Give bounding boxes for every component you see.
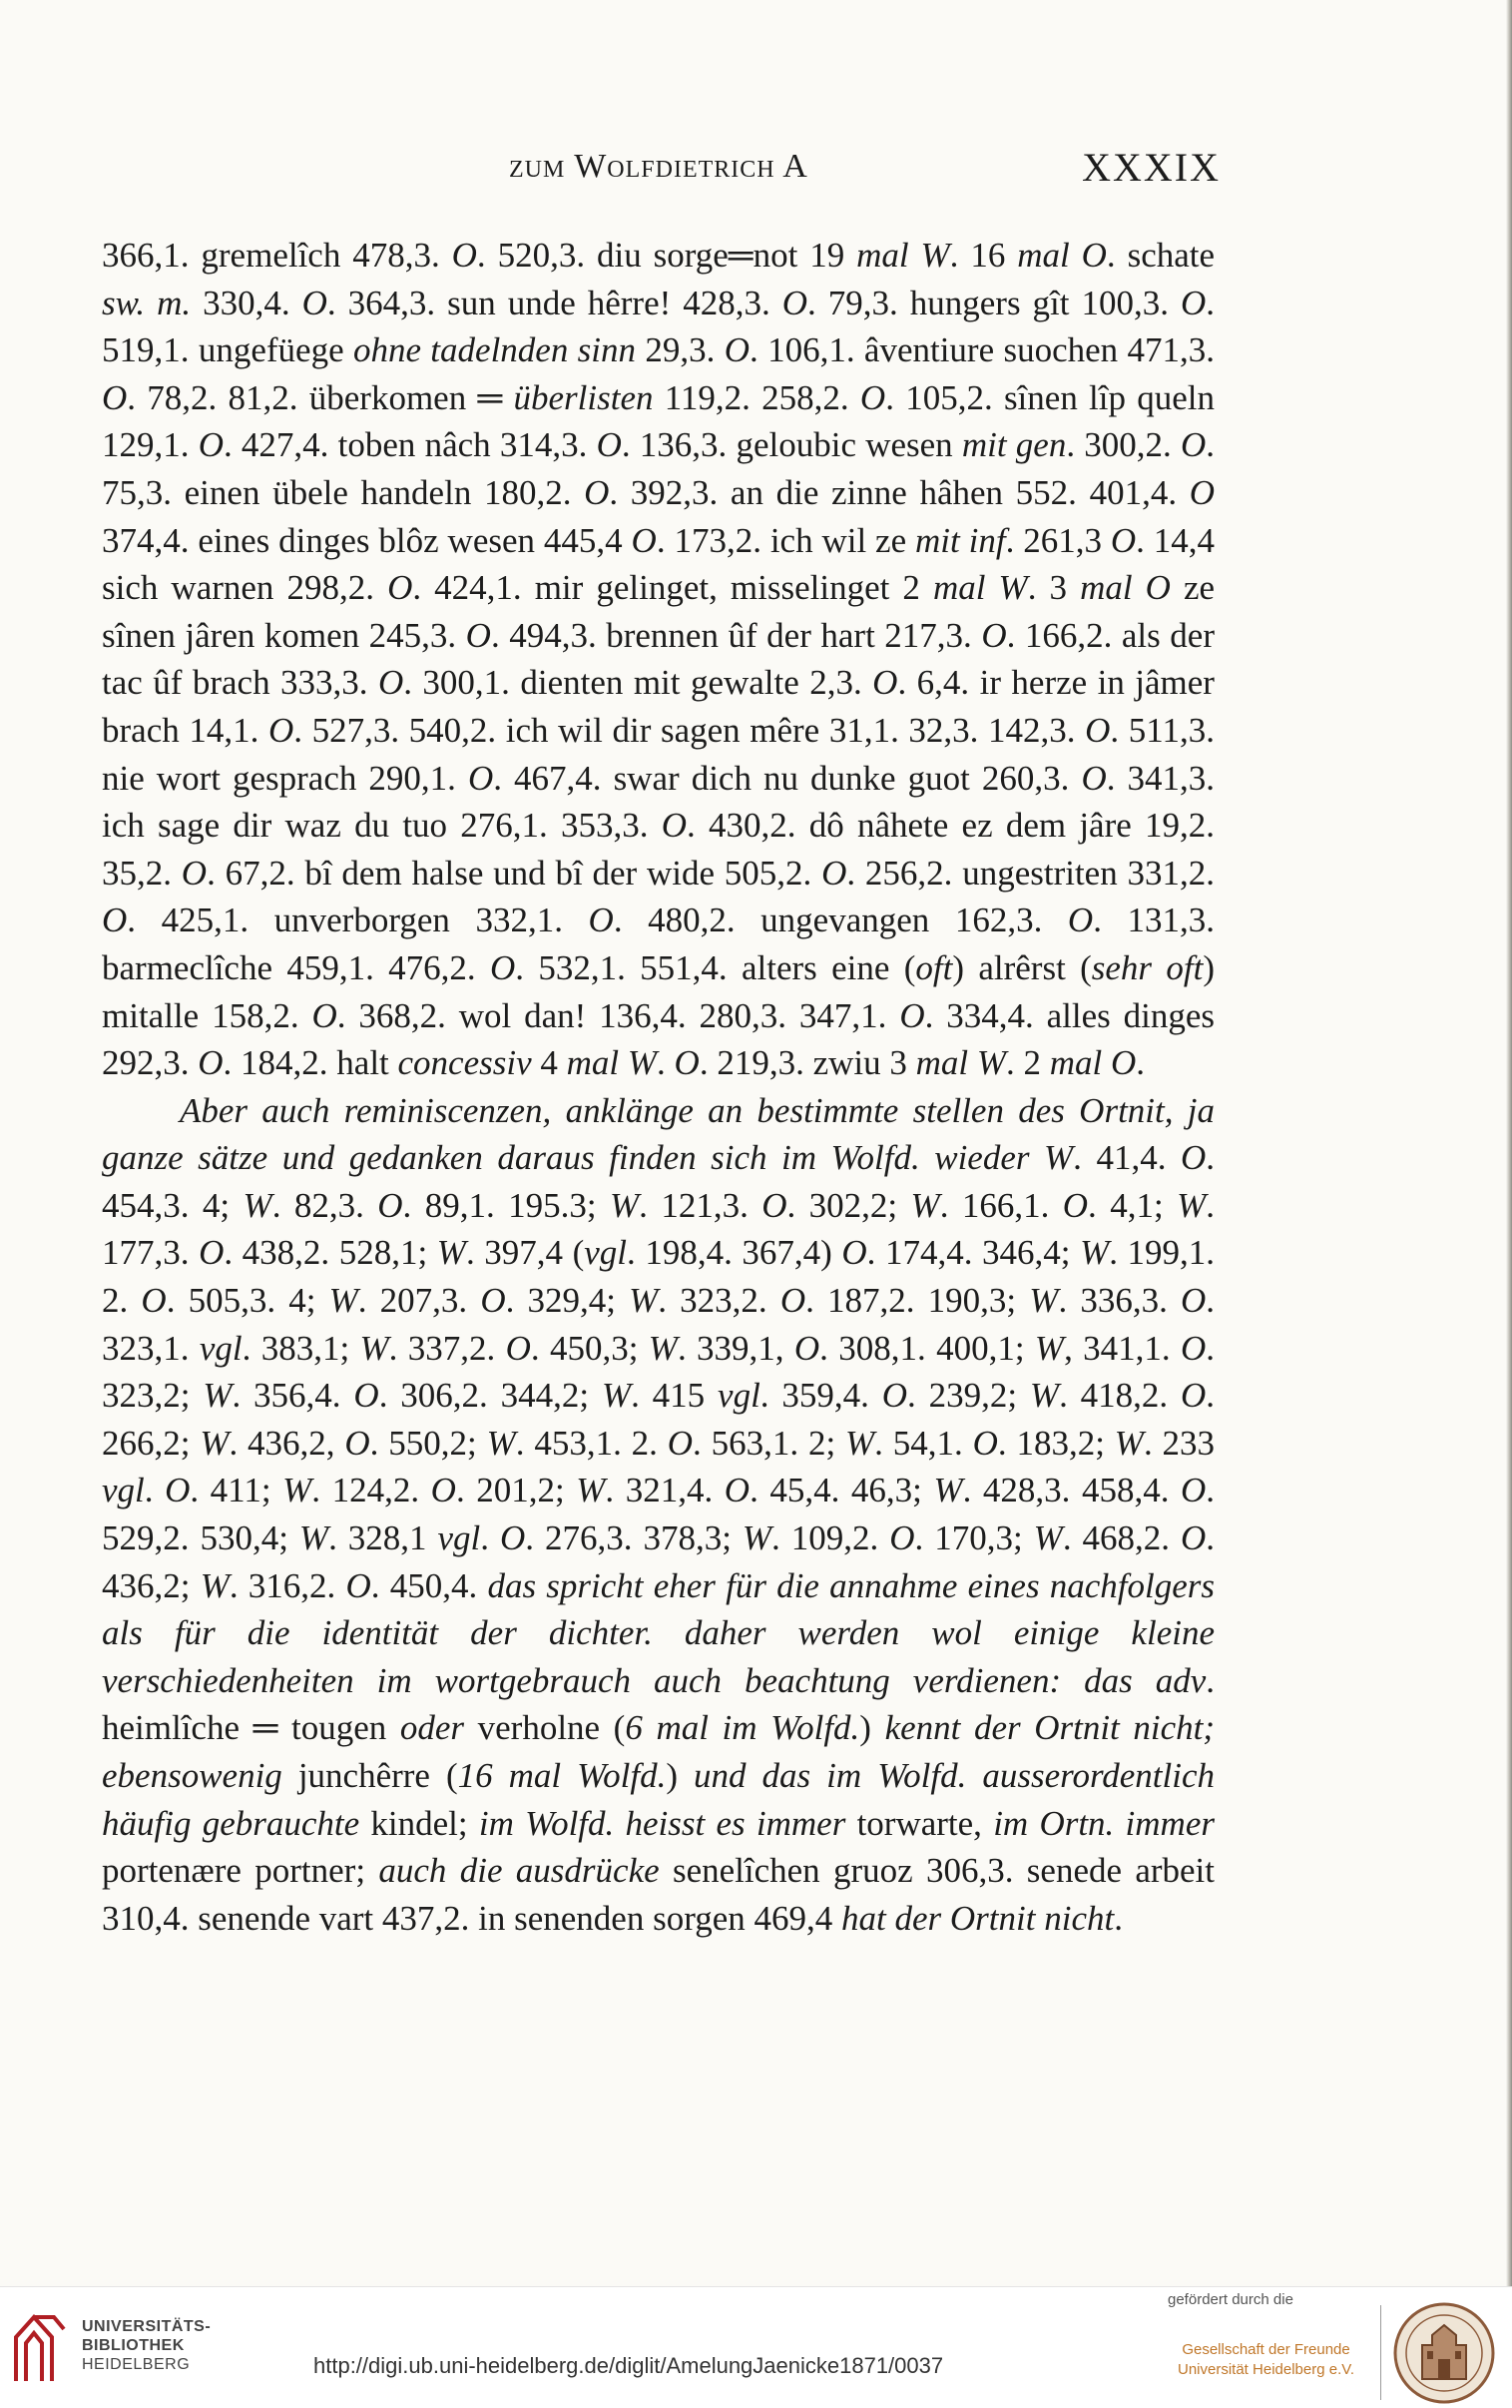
- text-run: . 16: [949, 236, 1018, 275]
- text-run: . 454,3. 4;: [102, 1138, 1216, 1225]
- text-run: kindel;: [359, 1803, 479, 1843]
- library-name-line: HEIDELBERG: [82, 2356, 191, 2373]
- italic-text-run: kennt der Ortnit nicht; ebensowenig: [102, 1708, 1216, 1795]
- italic-text-run: W: [845, 1423, 875, 1463]
- text-run: . 527,3. 540,2. ich wil dir sagen mêre 31,1. 32,3. 142,3.: [293, 710, 1086, 750]
- text-run: . 239,2;: [907, 1376, 1030, 1416]
- text-run: . 184,2. halt: [223, 1043, 398, 1083]
- italic-text-run: O: [467, 758, 494, 798]
- text-run: . 183,2;: [997, 1423, 1115, 1463]
- text-run: . 177,3.: [102, 1185, 1215, 1273]
- italic-text-run: W: [601, 1376, 632, 1416]
- library-name-line: UNIVERSITÄTS-: [82, 2318, 212, 2335]
- text-run: verholne (: [464, 1708, 626, 1748]
- text-run: ) alrêrst (: [952, 947, 1092, 987]
- text-run: . 45,4. 46,3;: [750, 1471, 934, 1510]
- italic-text-run: O: [102, 901, 128, 940]
- library-name-line: BIBLIOTHEK: [82, 2337, 185, 2354]
- text-run: . 106,1. âventiure suochen 471,3.: [749, 330, 1215, 370]
- text-run: .: [1136, 1043, 1146, 1083]
- italic-text-run: W: [1177, 1185, 1207, 1225]
- permalink-url[interactable]: http://digi.ub.uni-heidelberg.de/diglit/AmelungJaenicke1871/0037: [313, 2353, 944, 2378]
- italic-text-run: O: [1180, 1138, 1207, 1178]
- italic-text-run: O: [584, 472, 610, 512]
- text-run: . 336,3.: [1058, 1281, 1181, 1321]
- text-run: .: [480, 1518, 500, 1558]
- italic-text-run: O: [1189, 472, 1215, 512]
- italic-text-run: O: [1181, 425, 1207, 465]
- sponsor-name-line: Gesellschaft der Freunde: [1182, 2341, 1350, 2358]
- italic-text-run: O: [499, 1518, 526, 1558]
- digitization-footer: [0, 2286, 1512, 2408]
- italic-text-run: O: [181, 853, 208, 893]
- italic-text-run: O: [311, 995, 337, 1035]
- text-run: . 337,2.: [388, 1328, 506, 1368]
- italic-text-run: W: [203, 1376, 233, 1416]
- text-run: portenære portner;: [102, 1851, 379, 1891]
- italic-text-run: W: [298, 1518, 329, 1558]
- italic-text-run: O: [899, 995, 925, 1035]
- text-run: . 511,3. nie wort gesprach 290,1.: [102, 710, 1215, 798]
- text-run: . 323,1.: [102, 1281, 1216, 1368]
- italic-text-run: O: [377, 663, 404, 703]
- italic-text-run: O: [872, 663, 898, 703]
- italic-text-run: O: [821, 853, 847, 893]
- text-run: . 418,2.: [1059, 1376, 1182, 1416]
- italic-text-run: O: [859, 377, 886, 417]
- italic-text-run: W: [282, 1471, 312, 1510]
- text-run: . 519,1. ungefüege: [102, 283, 1215, 370]
- text-run: . 166,1.: [939, 1185, 1063, 1225]
- italic-text-run: O: [781, 283, 808, 322]
- italic-text-run: O: [377, 1185, 403, 1225]
- italic-text-run: O: [596, 425, 622, 465]
- text-run: . 436,2;: [102, 1518, 1216, 1605]
- italic-text-run: W: [486, 1423, 516, 1463]
- italic-text-run: O: [102, 377, 128, 417]
- italic-text-run: mal W: [932, 568, 1028, 608]
- text-run: .: [144, 1471, 166, 1510]
- text-run: . 261,3: [1005, 520, 1111, 560]
- text-run: . 321,4.: [605, 1471, 725, 1510]
- text-run: . 207,3.: [357, 1281, 481, 1321]
- italic-text-run: O: [1181, 1376, 1207, 1416]
- italic-text-run: 6 mal im Wolfd.: [625, 1708, 860, 1748]
- text-run: . 468,2.: [1062, 1518, 1182, 1558]
- text-run: . 397,4 (: [465, 1233, 585, 1273]
- italic-text-run: überlisten: [513, 377, 654, 417]
- text-run: 330,4.: [191, 283, 302, 322]
- italic-text-run: O: [344, 1423, 370, 1463]
- italic-text-run: W: [1029, 1281, 1059, 1321]
- italic-text-run: O: [199, 1233, 225, 1273]
- ub-heidelberg-logo-icon: [12, 2311, 68, 2385]
- text-run: . 359,4.: [759, 1376, 882, 1416]
- text-run: . schate: [1106, 236, 1216, 275]
- text-run: . 89,1. 195.3;: [402, 1185, 610, 1225]
- italic-text-run: W: [359, 1328, 389, 1368]
- italic-text-run: mit inf: [915, 520, 1006, 560]
- italic-text-run: auch die ausdrücke: [378, 1851, 660, 1891]
- italic-text-run: O: [889, 1518, 915, 1558]
- italic-text-run: W: [933, 1471, 963, 1510]
- italic-text-run: O: [779, 1281, 806, 1321]
- text-run: . 302,2;: [786, 1185, 911, 1225]
- text-run: ze sînen jâren komen 245,3.: [102, 568, 1216, 655]
- text-run: . 75,3. einen übele handeln 180,2.: [102, 425, 1216, 512]
- italic-text-run: O: [981, 615, 1007, 655]
- italic-text-run: O: [198, 425, 224, 465]
- italic-text-run: und das im Wolfd. ausserordentlich häufig gebrauchte: [102, 1756, 1216, 1843]
- text-run: . 41,4.: [1073, 1138, 1181, 1178]
- page-number: XXXIX: [1082, 145, 1221, 190]
- italic-text-run: O: [267, 710, 294, 750]
- text-run: . 300,2.: [1066, 425, 1181, 465]
- text-run: . 364,3. sun unde hêrre! 428,3.: [326, 283, 782, 322]
- body-text: [102, 232, 1215, 1942]
- italic-text-run: O: [724, 1471, 751, 1510]
- text-run: . 308,1. 400,1;: [819, 1328, 1035, 1368]
- italic-text-run: O: [661, 806, 688, 846]
- italic-text-run: O: [674, 1043, 700, 1083]
- italic-text-run: sehr oft: [1091, 947, 1204, 987]
- italic-text-run: W: [1080, 1233, 1110, 1273]
- text-run: 4: [531, 1043, 567, 1083]
- text-run: 29,3.: [636, 330, 725, 370]
- text-run: 366,1. gremelîch 478,3.: [102, 236, 452, 275]
- text-run: . 550,2;: [369, 1423, 487, 1463]
- italic-text-run: mal W: [566, 1043, 658, 1083]
- italic-text-run: Aber auch reminiscenzen, anklänge an bestimmte stellen des Ortnit, ja ganze sätze und gedanken daraus finden sich im Wolfd. wieder W: [102, 1090, 1215, 1178]
- italic-text-run: mal O: [1017, 236, 1107, 275]
- italic-text-run: O: [345, 1565, 371, 1605]
- text-run: .: [1114, 1898, 1123, 1938]
- text-run: . 121,3.: [639, 1185, 762, 1225]
- italic-text-run: O: [480, 1281, 506, 1321]
- text-run: . 124,2.: [311, 1471, 431, 1510]
- italic-text-run: W: [1029, 1376, 1060, 1416]
- text-run: . 323,2;: [102, 1328, 1216, 1416]
- library-name: [82, 2317, 211, 2374]
- text-run: . 14,4 sich warnen 298,2.: [102, 520, 1216, 608]
- text-run: . 54,1.: [874, 1423, 973, 1463]
- text-run: . 411;: [190, 1471, 283, 1510]
- text-run: . 4,1;: [1088, 1185, 1178, 1225]
- text-run: . 368,2. wol dan! 136,4. 280,3. 347,1.: [336, 995, 900, 1035]
- text-run: . 306,2. 344,2;: [378, 1376, 602, 1416]
- text-run: . 383,1;: [242, 1328, 360, 1368]
- sponsor-name: [1178, 2340, 1354, 2380]
- text-run: . 170,3;: [914, 1518, 1034, 1558]
- italic-text-run: mal W: [856, 236, 950, 275]
- text-run: . 266,2;: [102, 1376, 1216, 1463]
- text-run: . 436,2,: [229, 1423, 345, 1463]
- text-run: . 415: [631, 1376, 719, 1416]
- italic-text-run: O: [465, 615, 491, 655]
- italic-text-run: W: [243, 1185, 272, 1225]
- text-run: .: [657, 1043, 675, 1083]
- text-run: . 453,1. 2.: [515, 1423, 668, 1463]
- italic-text-run: O: [1067, 901, 1094, 940]
- italic-text-run: O: [1181, 1518, 1207, 1558]
- text-run: . 323,2.: [658, 1281, 780, 1321]
- italic-text-run: O: [353, 1376, 379, 1416]
- text-run: ): [859, 1708, 885, 1748]
- text-run: . 430,2. dô nâhete ez dem jâre 19,2. 35,2.: [102, 806, 1215, 893]
- italic-text-run: O: [451, 236, 477, 275]
- text-run: . 427,4. toben nâch 314,3.: [223, 425, 597, 465]
- italic-text-run: vgl: [199, 1328, 243, 1368]
- italic-text-run: O: [1181, 1328, 1207, 1368]
- italic-text-run: O: [972, 1423, 998, 1463]
- italic-text-run: im Ortn. immer: [993, 1803, 1215, 1843]
- italic-text-run: vgl: [437, 1518, 481, 1558]
- text-run: . 199,1. 2.: [102, 1233, 1216, 1321]
- italic-text-run: O: [1180, 283, 1207, 322]
- text-run: . 2: [1006, 1043, 1050, 1083]
- italic-text-run: O: [631, 520, 657, 560]
- text-run: . heimlîche ═ tougen: [102, 1660, 1215, 1748]
- text-run: . 173,2. ich wil ze: [656, 520, 916, 560]
- text-run: ) mitalle 158,2.: [102, 947, 1215, 1035]
- text-run: . 105,2. sînen lîp queln 129,1.: [102, 377, 1216, 465]
- text-run: . 187,2. 190,3;: [805, 1281, 1030, 1321]
- italic-text-run: oft: [915, 947, 953, 987]
- text-run: . 529,2. 530,4;: [102, 1471, 1216, 1558]
- text-run: . 494,3. brennen ûf der hart 217,3.: [490, 615, 982, 655]
- italic-text-run: das spricht eher für die annahme eines nachfolgers als für die identität der dichter. daher werden wol einige kleine verschiedenheiten im wortgebrauch auch beachtung verdienen: das adv: [102, 1565, 1216, 1700]
- footer-divider: [1380, 2305, 1381, 2400]
- text-run: . 3: [1027, 568, 1081, 608]
- italic-text-run: O: [793, 1328, 820, 1368]
- italic-text-run: O: [430, 1471, 456, 1510]
- italic-text-run: O: [1062, 1185, 1089, 1225]
- university-seal-icon: [1392, 2301, 1496, 2405]
- paragraph-reminiscences: [102, 1087, 1215, 1943]
- italic-text-run: W: [200, 1565, 230, 1605]
- italic-text-run: O: [1180, 1281, 1207, 1321]
- italic-text-run: W: [610, 1185, 640, 1225]
- italic-text-run: O: [165, 1471, 191, 1510]
- text-run: . 334,4. alles dinges 292,3.: [102, 995, 1215, 1083]
- text-run: . 78,2. 81,2. überkomen ═: [127, 377, 514, 417]
- italic-text-run: O: [1181, 1471, 1207, 1510]
- italic-text-run: W: [910, 1185, 940, 1225]
- text-run: . 316,2.: [229, 1565, 346, 1605]
- italic-text-run: O: [505, 1328, 531, 1368]
- italic-text-run: O: [841, 1233, 867, 1273]
- text-run: . 6,4. ir herze in jâmer brach 14,1.: [102, 663, 1215, 750]
- text-run: . 563,1. 2;: [693, 1423, 846, 1463]
- text-run: . 233: [1143, 1423, 1216, 1463]
- italic-text-run: W: [200, 1423, 230, 1463]
- text-run: . 79,3. hungers gît 100,3.: [807, 283, 1181, 322]
- sponsor-name-line: Universität Heidelberg e.V.: [1178, 2361, 1355, 2378]
- text-run: . 450,4.: [370, 1565, 488, 1605]
- text-run: . 328,1: [328, 1518, 438, 1558]
- text-run: . 276,3. 378,3;: [525, 1518, 743, 1558]
- text-run: torwarte,: [845, 1803, 994, 1843]
- italic-text-run: O: [724, 330, 750, 370]
- italic-text-run: vgl: [102, 1471, 145, 1510]
- italic-text-run: O: [489, 947, 516, 987]
- italic-text-run: hat der Ortnit nicht: [841, 1898, 1115, 1938]
- text-run: 374,4. eines dinges blôz wesen 445,4: [102, 520, 632, 560]
- text-run: junchêrre (: [281, 1756, 458, 1795]
- text-run: . 67,2. bî dem halse und bî der wide 505,2.: [207, 853, 822, 893]
- italic-text-run: O: [588, 901, 614, 940]
- text-run: . 425,1. unverborgen 332,1.: [127, 901, 589, 940]
- italic-text-run: W: [576, 1471, 606, 1510]
- running-head: [0, 138, 1512, 198]
- text-run: . 300,1. dienten mit gewalte 2,3.: [403, 663, 873, 703]
- italic-text-run: W: [742, 1518, 772, 1558]
- italic-text-run: mal O: [1049, 1043, 1137, 1083]
- text-run: 119,2. 258,2.: [653, 377, 860, 417]
- text-run: . 256,2. ungestriten 331,2.: [846, 853, 1215, 893]
- paragraph-word-list: [102, 232, 1215, 1087]
- text-run: . 392,3. an die zinne hâhen 552. 401,4.: [609, 472, 1190, 512]
- italic-text-run: im Wolfd. heisst es immer: [478, 1803, 846, 1843]
- text-run: . 356,4.: [232, 1376, 354, 1416]
- sponsor-label: gefördert durch die: [1168, 2291, 1293, 2308]
- text-run: . 450,3;: [530, 1328, 649, 1368]
- text-run: . 174,4. 346,4;: [866, 1233, 1081, 1273]
- italic-text-run: W: [1114, 1423, 1144, 1463]
- italic-text-run: mal O: [1080, 568, 1171, 608]
- text-run: . 480,2. ungevangen 162,3.: [613, 901, 1068, 940]
- text-run: . 201,2;: [455, 1471, 577, 1510]
- italic-text-run: O: [667, 1423, 694, 1463]
- text-run: . 428,3. 458,4.: [962, 1471, 1181, 1510]
- italic-text-run: O: [1110, 520, 1137, 560]
- italic-text-run: W: [629, 1281, 659, 1321]
- italic-text-run: O: [1081, 758, 1107, 798]
- text-run: senelîchen gruoz 306,3. senede arbeit 310,4. senende vart 437,2. in senenden sorgen 469,4: [102, 1851, 1215, 1938]
- running-title: zum Wolfdietrich A: [509, 148, 808, 185]
- italic-text-run: sw. m.: [102, 283, 192, 322]
- text-run: . 467,4. swar dich nu dunke guot 260,3.: [493, 758, 1082, 798]
- italic-text-run: O: [1085, 710, 1111, 750]
- italic-text-run: W: [1034, 1328, 1065, 1368]
- text-run: . 424,1. mir gelinget, misselinget 2: [412, 568, 933, 608]
- italic-text-run: mit gen: [961, 425, 1067, 465]
- italic-text-run: W: [648, 1328, 678, 1368]
- text-run: . 82,3.: [271, 1185, 378, 1225]
- italic-text-run: vgl: [718, 1376, 760, 1416]
- text-run: . 329,4;: [505, 1281, 630, 1321]
- text-run: . 131,3. barmeclîche 459,1. 476,2.: [102, 901, 1216, 987]
- text-run: ): [666, 1756, 695, 1795]
- italic-text-run: 16 mal Wolfd.: [457, 1756, 667, 1795]
- italic-text-run: O: [761, 1185, 787, 1225]
- text-run: . 166,2. als der tac ûf brach 333,3.: [102, 615, 1215, 703]
- italic-text-run: O: [141, 1281, 167, 1321]
- text-run: . 341,3. ich sage dir waz du tuo 276,1. 353,3.: [102, 758, 1216, 846]
- italic-text-run: oder: [399, 1708, 465, 1748]
- text-run: . 339,1,: [677, 1328, 794, 1368]
- text-run: . 219,3. zwiu 3: [699, 1043, 916, 1083]
- italic-text-run: mal W: [915, 1043, 1007, 1083]
- italic-text-run: O: [387, 568, 413, 608]
- text-run: . 109,2.: [771, 1518, 890, 1558]
- italic-text-run: W: [328, 1281, 358, 1321]
- text-run: . 532,1. 551,4. alters eine (: [515, 947, 916, 987]
- text-run: . 438,2. 528,1;: [224, 1233, 437, 1273]
- italic-text-run: O: [301, 283, 327, 322]
- italic-text-run: concessiv: [397, 1043, 532, 1083]
- text-run: . 520,3. diu sorge═not 19: [476, 236, 857, 275]
- text-run: . 198,4. 367,4): [627, 1233, 842, 1273]
- italic-text-run: O: [881, 1376, 908, 1416]
- italic-text-run: W: [436, 1233, 466, 1273]
- page-edge-shadow: [1506, 0, 1512, 2286]
- text-run: . 505,3. 4;: [166, 1281, 329, 1321]
- italic-text-run: vgl: [584, 1233, 627, 1273]
- text-run: . 136,3. geloubic wesen: [621, 425, 962, 465]
- text-run: , 341,1.: [1064, 1328, 1182, 1368]
- italic-text-run: ohne tadelnden sinn: [352, 330, 637, 370]
- italic-text-run: W: [1033, 1518, 1063, 1558]
- italic-text-run: O: [198, 1043, 224, 1083]
